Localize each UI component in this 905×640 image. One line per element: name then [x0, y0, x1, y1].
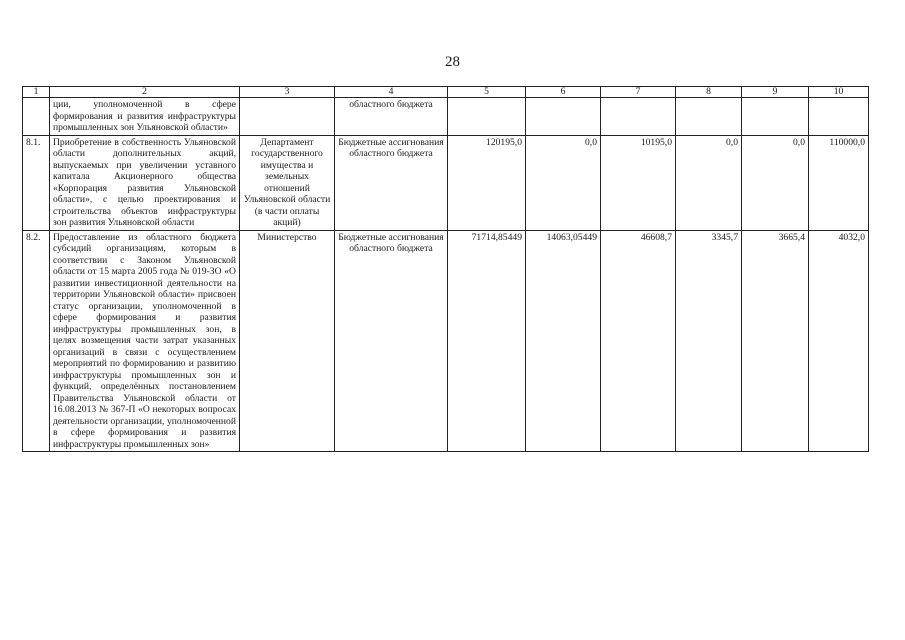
column-number: 10: [809, 87, 869, 98]
budget-table: [22, 86, 869, 452]
row-number: [23, 98, 50, 136]
column-number: 8: [676, 87, 742, 98]
column-number-row: [23, 87, 869, 98]
page-number: 28: [445, 54, 460, 70]
column-number: 1: [23, 87, 50, 98]
year-amount: 46608,7: [601, 230, 676, 452]
funding-source: Бюджетные ассигнования областного бюджета: [335, 230, 448, 452]
column-number: 2: [50, 87, 240, 98]
table-row: [23, 98, 869, 136]
column-number: 6: [526, 87, 601, 98]
year-amount: 3345,7: [676, 230, 742, 452]
column-number: 5: [448, 87, 526, 98]
year-amount: [809, 98, 869, 136]
year-amount: 4032,0: [809, 230, 869, 452]
total-amount: [448, 98, 526, 136]
total-amount: 71714,85449: [448, 230, 526, 452]
year-amount: 14063,05449: [526, 230, 601, 452]
executor: [240, 98, 335, 136]
year-amount: 3665,4: [742, 230, 809, 452]
activity-name: Приобретение в собственность Ульяновской области дополнительных акций, выпускаемых при увеличении уставного капитала Акционерного общества «Корпорация развития Ульяновской области», с целью проектирования и строительства объектов инфраструктуры зон развития Ульяновской области: [50, 135, 240, 230]
year-amount: [742, 98, 809, 136]
funding-source: Бюджетные ассигнования областного бюджета: [335, 135, 448, 230]
year-amount: 0,0: [526, 135, 601, 230]
table-row: [23, 135, 869, 230]
year-amount: 0,0: [676, 135, 742, 230]
activity-name: Предоставление из областного бюджета субсидий организациям, которым в соответствии с Законом Ульяновской области от 15 марта 2005 года № 019-ЗО «О развитии инвестиционной деятельности на территории Ульяновской области» присвоен статус организации, уполномоченной в сфере формирования и развития инфраструктуры промышленных зон, в целях возмещения части затрат указанных организаций в связи с осуществлением мероприятий по формированию и развитию инфраструктуры промышленных зон и функций, определённых постановлением Правительства Ульяновской области от 16.08.2013 № 367-П «О некоторых вопросах деятельности организации, уполномоченной в сфере формирования и развития инфраструктуры промышленных зон»: [50, 230, 240, 452]
total-amount: 120195,0: [448, 135, 526, 230]
column-number: 4: [335, 87, 448, 98]
executor: Департамент государственного имущества и земельных отношений Ульяновской области (в части оплаты акций): [240, 135, 335, 230]
executor: Министерство: [240, 230, 335, 452]
table-row: [23, 230, 869, 452]
year-amount: [526, 98, 601, 136]
year-amount: [676, 98, 742, 136]
year-amount: 110000,0: [809, 135, 869, 230]
column-number: 9: [742, 87, 809, 98]
year-amount: 10195,0: [601, 135, 676, 230]
year-amount: 0,0: [742, 135, 809, 230]
year-amount: [601, 98, 676, 136]
activity-name: ции, уполномоченной в сфере формирования и развития инфраструктуры промышленных зон Ульяновской области»: [50, 98, 240, 136]
column-number: 3: [240, 87, 335, 98]
column-number: 7: [601, 87, 676, 98]
row-number: 8.2.: [23, 230, 50, 452]
row-number: 8.1.: [23, 135, 50, 230]
funding-source: областного бюджета: [335, 98, 448, 136]
